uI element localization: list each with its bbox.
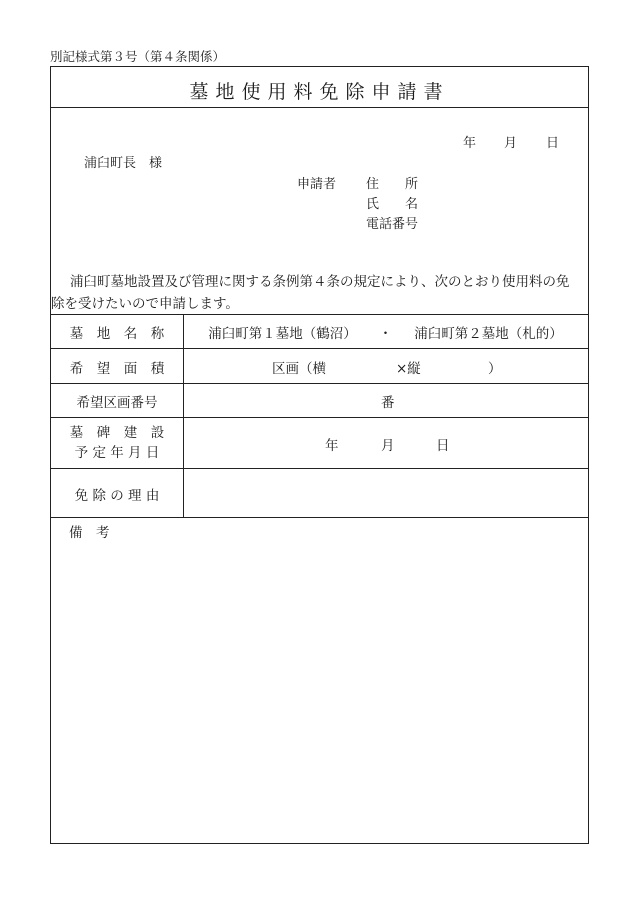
applicant-label: 申請者 — [297, 177, 337, 192]
applicant-phone-label: 電話番号 — [366, 217, 419, 232]
statement-line-1: 浦臼町墓地設置及び管理に関する条例第４条の規定により、次のとおり使用料の免 — [70, 274, 570, 290]
plot-number-label: 希望区画番号 — [76, 395, 158, 411]
date-year-label: 年 — [463, 136, 477, 151]
label-column-divider — [183, 314, 184, 517]
plot-number-suffix: 番 — [381, 395, 395, 411]
title-divider — [51, 107, 588, 108]
statement-line-2: 除を受けたいので申請します。 — [51, 296, 239, 312]
application-statement — [51, 271, 574, 315]
construction-label-line-1: 墓 碑 建 設 — [69, 425, 165, 441]
form-title: 墓地使用料免除申請書 — [189, 81, 450, 103]
cemetery-name-value — [183, 322, 588, 342]
cemetery-separator: ・ — [378, 326, 393, 342]
area-suffix: ） — [488, 361, 502, 377]
row-divider-3 — [51, 417, 588, 418]
cemetery-option-2: 浦臼町第２墓地（札的） — [414, 326, 563, 342]
row-divider-1 — [51, 348, 588, 349]
applicant-name-label: 氏 名 — [366, 197, 419, 212]
row-divider-4 — [51, 468, 588, 469]
construction-year-label: 年 — [325, 438, 339, 454]
cemetery-name-label: 墓 地 名 称 — [69, 326, 165, 342]
exemption-reason-label: 免 除 の 理 由 — [74, 488, 160, 504]
construction-label-line-2: 予 定 年 月 日 — [74, 445, 160, 461]
construction-month-label: 月 — [381, 438, 395, 454]
date-day-label: 日 — [546, 136, 560, 151]
table-bottom-border — [51, 517, 588, 518]
cemetery-option-1: 浦臼町第１墓地（鶴沼） — [208, 326, 357, 342]
desired-area-label: 希 望 面 積 — [69, 361, 165, 377]
applicant-address-label: 住 所 — [366, 177, 419, 192]
application-form — [50, 66, 589, 844]
construction-date-label — [51, 423, 183, 463]
row-divider-2 — [51, 383, 588, 384]
addressee: 浦臼町長 様 — [84, 156, 163, 171]
area-times: ×縦 — [396, 361, 421, 377]
date-month-label: 月 — [504, 136, 518, 151]
construction-day-label: 日 — [436, 438, 450, 454]
remarks-label: 備 考 — [69, 525, 110, 541]
form-reference: 別記様式第３号（第４条関係） — [50, 49, 226, 64]
table-top-border — [51, 314, 588, 315]
area-prefix: 区画（横 — [272, 361, 326, 377]
